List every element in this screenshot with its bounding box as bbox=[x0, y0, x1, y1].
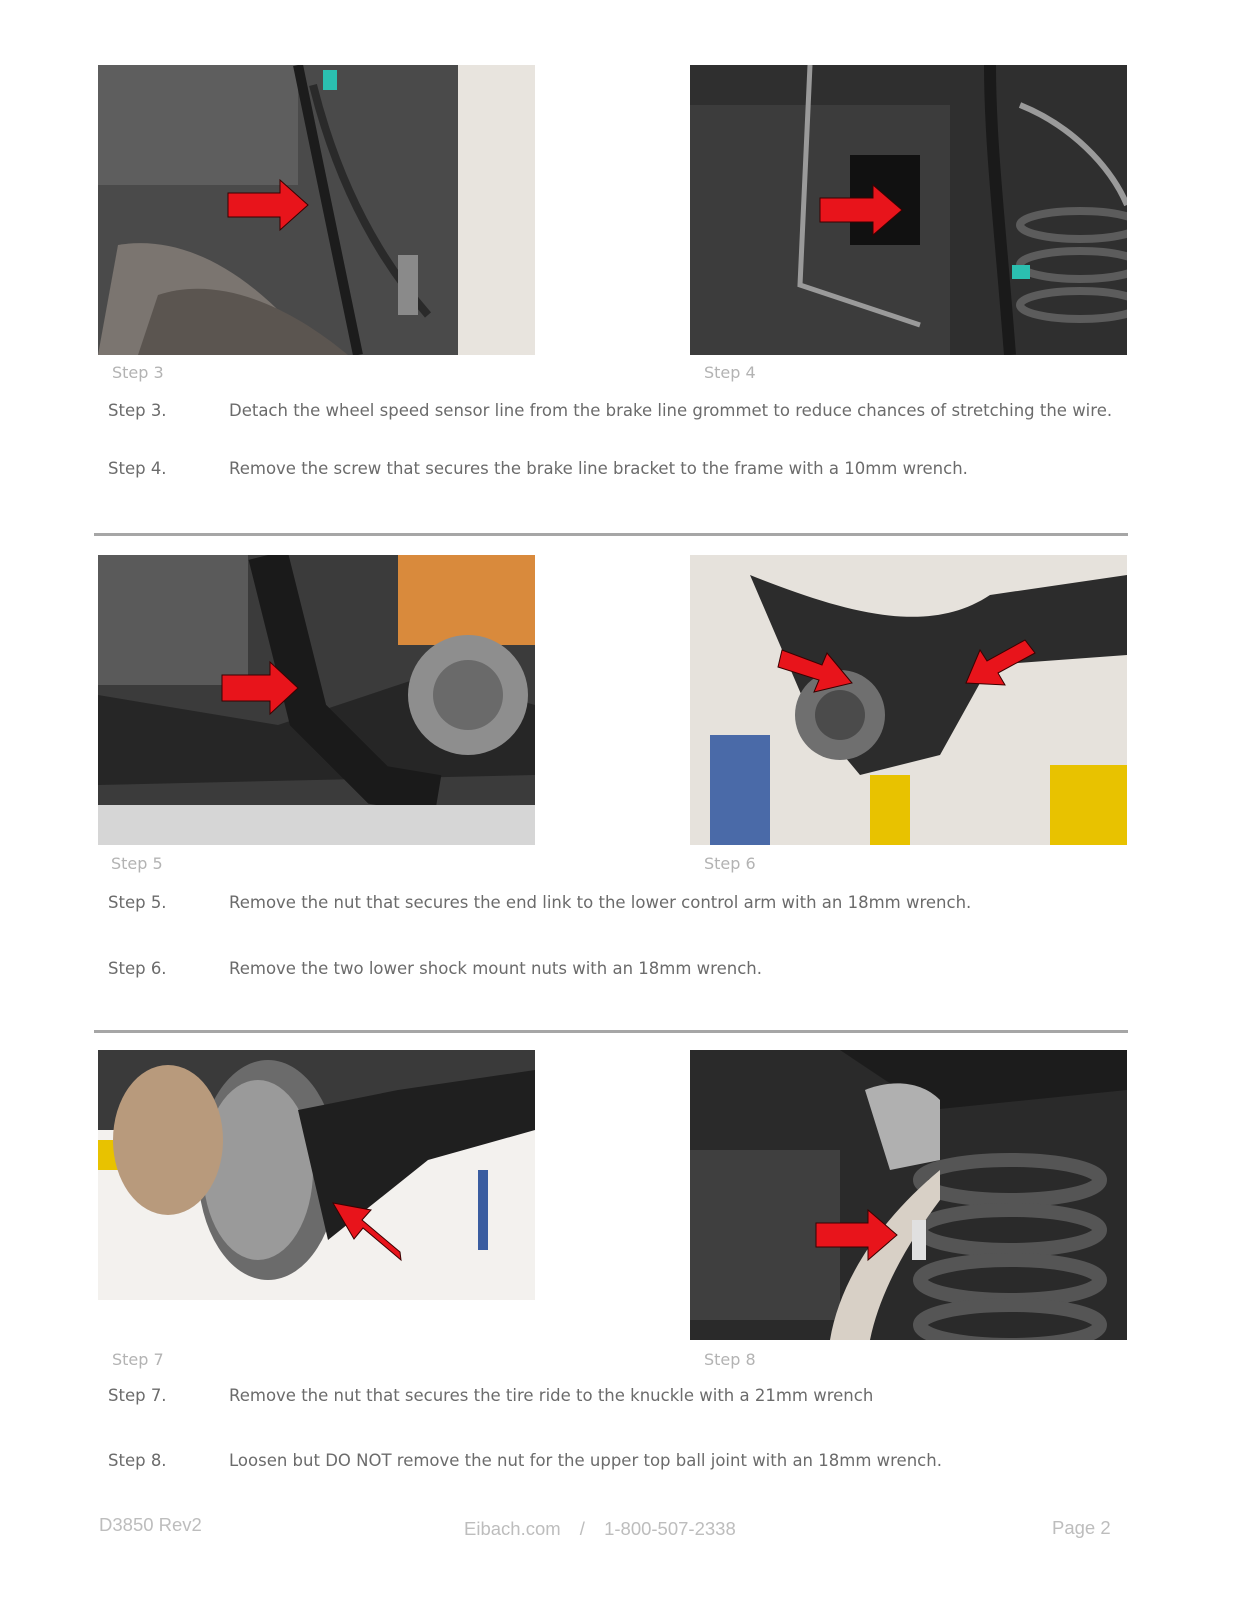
footer-contact bbox=[464, 1518, 736, 1540]
step-label: Step 6. bbox=[108, 959, 167, 978]
red-arrow-icon bbox=[690, 65, 1127, 355]
photo-caption: Step 4 bbox=[704, 363, 756, 382]
step-text: Detach the wheel speed sensor line from the brake line grommet to reduce chances of stretching the wire. bbox=[229, 401, 1113, 420]
step-label: Step 5. bbox=[108, 893, 167, 912]
photo-step-8 bbox=[690, 1050, 1127, 1340]
red-arrow-icon bbox=[98, 65, 535, 355]
photo-caption: Step 5 bbox=[111, 854, 163, 873]
photo-caption: Step 8 bbox=[704, 1350, 756, 1369]
step-label: Step 4. bbox=[108, 459, 167, 478]
red-arrow-icon bbox=[690, 555, 1127, 845]
red-arrow-icon bbox=[690, 1050, 1127, 1340]
step-label: Step 7. bbox=[108, 1386, 167, 1405]
photo-step-5 bbox=[98, 555, 535, 845]
step-text: Loosen but DO NOT remove the nut for the upper top ball joint with an 18mm wrench. bbox=[229, 1451, 942, 1470]
footer-doc-id: D3850 Rev2 bbox=[99, 1514, 202, 1535]
step-text: Remove the screw that secures the brake line bracket to the frame with a 10mm wrench. bbox=[229, 459, 968, 478]
red-arrow-icon bbox=[98, 1050, 535, 1300]
section-divider bbox=[94, 533, 1128, 536]
photo-step-6 bbox=[690, 555, 1127, 845]
footer-website-link[interactable]: Eibach.com bbox=[464, 1518, 561, 1539]
step-label: Step 3. bbox=[108, 401, 167, 420]
step-text: Remove the nut that secures the end link to the lower control arm with an 18mm wrench. bbox=[229, 893, 972, 912]
photo-step-4 bbox=[690, 65, 1127, 355]
photo-step-3 bbox=[98, 65, 535, 355]
step-text: Remove the two lower shock mount nuts with an 18mm wrench. bbox=[229, 959, 762, 978]
step-text: Remove the nut that secures the tire ride to the knuckle with a 21mm wrench bbox=[229, 1386, 874, 1405]
photo-caption: Step 6 bbox=[704, 854, 756, 873]
photo-step-7 bbox=[98, 1050, 535, 1300]
step-label: Step 8. bbox=[108, 1451, 167, 1470]
red-arrow-icon bbox=[98, 555, 535, 845]
photo-caption: Step 3 bbox=[112, 363, 164, 382]
footer-phone: 1-800-507-2338 bbox=[604, 1518, 736, 1539]
footer-separator: / bbox=[579, 1518, 585, 1539]
footer-page-number: Page 2 bbox=[1052, 1517, 1111, 1538]
photo-caption: Step 7 bbox=[112, 1350, 164, 1369]
section-divider bbox=[94, 1030, 1128, 1033]
